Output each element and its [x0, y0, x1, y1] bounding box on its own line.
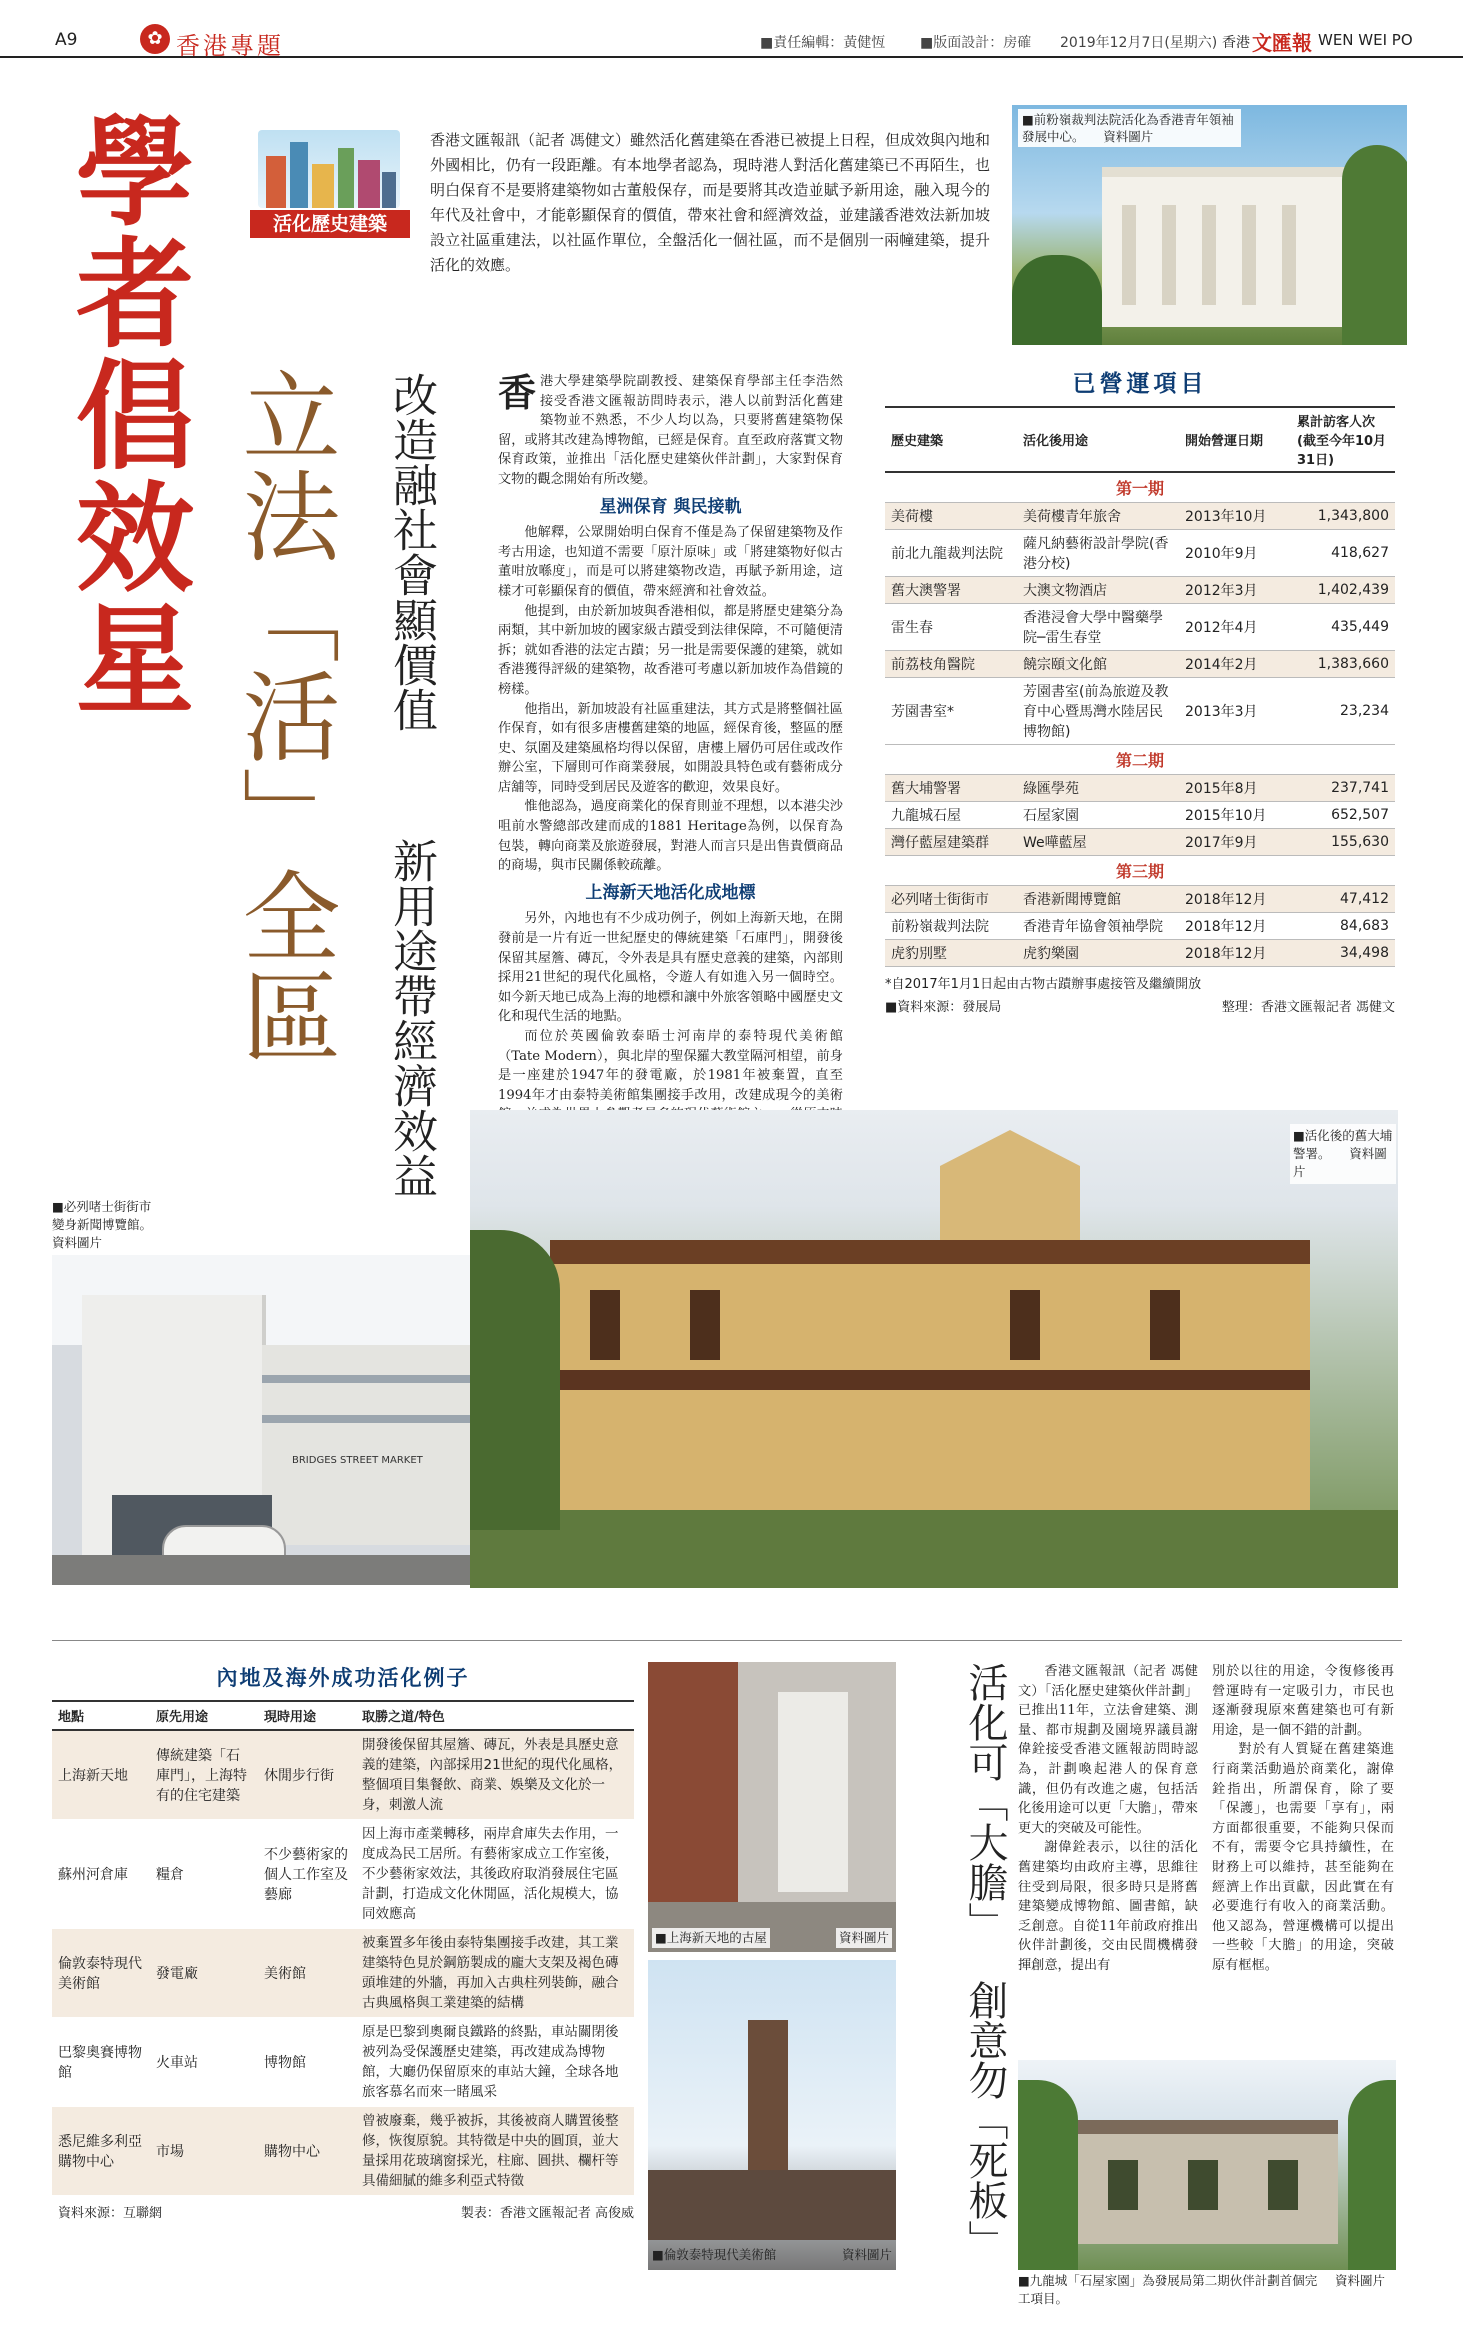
col-start: 開始營運日期: [1179, 407, 1291, 472]
project-visitors: 84,683: [1291, 913, 1395, 940]
magistracy-caption: ■前粉嶺裁判法院活化為香港青年領袖發展中心。 資料圖片: [1018, 109, 1241, 147]
project-row: [885, 802, 1395, 829]
project-visitors: 34,498: [1291, 940, 1395, 967]
deck-line-2: 新用途帶經濟效益: [385, 838, 438, 1198]
article-p3: 他提到，由於新加坡與香港相似，都是將歷史建築分為兩類，其中新加坡的國家級古蹟受到法律保障，不可隨便清拆；就如香港的法定古蹟；另一批是需要保護的建築，就如香港獲得評級的建築物，故香港可考慮以新加坡作為借鏡的榜樣。: [498, 603, 843, 697]
tai-po-photo: [470, 1110, 1398, 1588]
lead-paragraph: 香港文匯報訊（記者 馮健文）雖然活化舊建築在香港已被提上日程，但成效與內地和外國相比，仍有一段距離。有本地學者認為，現時港人對活化舊建築已不再陌生，也明白保育不是要將建築物如古董般保存，而是要將其改造並賦予新用途，融入現今的年代及社會中，才能彰顯保育的價值，帶來社會和經濟效益，並建議香港效法新加坡設立社區重建法，以社區作單位，全盤活化一個社區，而不是個別一兩幢建築，提升活化的效應。: [430, 131, 990, 274]
project-visitors: 1,383,660: [1291, 651, 1395, 678]
side-p2: 謝偉銓表示，以往的活化舊建築均由政府主導，思維往往受到局限，很多時只是將舊建築變成博物館、圖書館，缺乏創意。自從11年前政府推出伙伴計劃後，交由民間機構發揮創意，提出有: [1018, 1840, 1198, 1973]
example-current-use: 休閒步行街: [258, 1730, 356, 1820]
example-row: [52, 1929, 634, 2018]
project-start: 2018年12月: [1179, 886, 1291, 913]
paper-logo: 文匯報: [1252, 31, 1312, 55]
example-feature: 被棄置多年後由泰特集團接手改建，其工業建築特色見於鋼筋製成的龐大支架及褐色磚頭堆建的外牆，再加入古典柱列裝飾，融合古典風格與工業建築的結構: [356, 1929, 634, 2018]
example-original-use: 火車站: [150, 2018, 258, 2107]
project-visitors: 418,627: [1291, 530, 1395, 577]
project-use: 大澳文物酒店: [1017, 577, 1179, 604]
project-use: 薩凡納藝術設計學院(香港分校): [1017, 530, 1179, 577]
project-visitors: 652,507: [1291, 802, 1395, 829]
example-feature: 開發後保留其屋簷、磚瓦，外表是具歷史意義的建築，內部採用21世紀的現代化風格，整個項目集餐飲、商業、娛樂及文化於一身，刺激人流: [356, 1730, 634, 1820]
examples-title: 內地及海外成功活化例子: [216, 1665, 470, 1690]
series-badge: [250, 130, 410, 238]
example-place: 悉尼維多利亞購物中心: [52, 2107, 150, 2196]
issue-date: 2019年12月7日(星期六): [1060, 35, 1218, 51]
phase-row: [885, 472, 1395, 503]
example-row: [52, 2018, 634, 2107]
example-place: 上海新天地: [52, 1730, 150, 1820]
paper-prefix: 香港: [1222, 35, 1250, 51]
example-current-use: 博物館: [258, 2018, 356, 2107]
example-feature: 原是巴黎到奧爾良鐵路的終點，車站關閉後被列為受保護歷史建築，再改建成為博物館，大廳仍保留原來的車站大鐘，全球各地旅客慕名而來一睹風采: [356, 2018, 634, 2107]
project-row: [885, 829, 1395, 856]
project-visitors: 435,449: [1291, 604, 1395, 651]
credit-design: ■版面設計：房確: [920, 35, 1032, 51]
project-building: 舊大埔警署: [885, 775, 1017, 802]
project-building: 虎豹別墅: [885, 940, 1017, 967]
phase-label: 第三期: [885, 856, 1395, 886]
project-start: 2017年9月: [1179, 829, 1291, 856]
project-row: [885, 577, 1395, 604]
example-current-use: 美術館: [258, 1929, 356, 2018]
project-visitors: 1,402,439: [1291, 577, 1395, 604]
project-building: 前粉嶺裁判法院: [885, 913, 1017, 940]
tate-source: 資料圖片: [841, 2247, 892, 2262]
example-original-use: 市場: [150, 2107, 258, 2196]
project-building: 舊大澳警署: [885, 577, 1017, 604]
project-visitors: 1,343,800: [1291, 503, 1395, 530]
project-row: [885, 775, 1395, 802]
example-place: 倫敦泰特現代美術館: [52, 1929, 150, 2018]
example-original-use: 發電廠: [150, 1929, 258, 2018]
example-current-use: 不少藝術家的個人工作室及藝廊: [258, 1820, 356, 1929]
tate-photo: [648, 1960, 896, 2270]
example-feature: 曾被廢棄，幾乎被拆，其後被商人購置後整修，恢復原貌。其特徵是中央的圓頂，並大量採用花玻璃窗採光，柱廊、圓拱、欄杆等具備細膩的維多利亞式特徵: [356, 2107, 634, 2196]
project-visitors: 237,741: [1291, 775, 1395, 802]
examples-source: 資料來源：互聯網: [58, 2206, 163, 2221]
page-number: A9: [55, 30, 78, 50]
project-use: 芳園書室(前為旅遊及教育中心暨馬灣水陸居民博物館): [1017, 678, 1179, 745]
project-visitors: 155,630: [1291, 829, 1395, 856]
projects-table: [885, 406, 1395, 967]
project-row: [885, 886, 1395, 913]
project-row: [885, 678, 1395, 745]
example-current-use: 購物中心: [258, 2107, 356, 2196]
examples-compiler: 製表：香港文匯報記者 高俊威: [460, 2206, 634, 2221]
article-p1-text: 港大學建築學院副教授、建築保育學部主任李浩然接受香港文匯報訪問時表示，港人以前對活化舊建築物並不熟悉，不少人均以為，只要將舊建築物保留，或將其改建為博物館，已經是保育。直至政府落實文物保育政策，並推出「活化歷史建築伙伴計劃」，大家對保育文物的觀念開始有所改變。: [498, 374, 843, 487]
sub-headline: 立法「活」全區: [226, 366, 340, 1066]
project-building: 必列啫士街街市: [885, 886, 1017, 913]
phase-row: [885, 856, 1395, 886]
project-row: [885, 651, 1395, 678]
project-start: 2012年4月: [1179, 604, 1291, 651]
example-place: 巴黎奧賽博物館: [52, 2018, 150, 2107]
project-start: 2013年10月: [1179, 503, 1291, 530]
series-badge-label: 活化歷史建築: [250, 210, 410, 238]
project-building: 九龍城石屋: [885, 802, 1017, 829]
article-subhead-1: 星洲保育 與民接軌: [599, 496, 742, 517]
project-row: [885, 530, 1395, 577]
page-header: [0, 0, 1463, 58]
news-museum-photo: [52, 1255, 470, 1585]
project-use: 香港青年協會領袖學院: [1017, 913, 1179, 940]
project-use: 美荷樓青年旅舍: [1017, 503, 1179, 530]
phase-label: 第一期: [885, 472, 1395, 503]
xintiandi-source: 資料圖片: [836, 1928, 892, 1948]
xintiandi-caption: ■上海新天地的古屋: [652, 1928, 770, 1948]
phase-row: [885, 745, 1395, 775]
project-building: 前荔枝角醫院: [885, 651, 1017, 678]
tate-caption: ■倫敦泰特現代美術館: [652, 2247, 777, 2262]
project-row: [885, 940, 1395, 967]
side-col-1: [1018, 1662, 1198, 1976]
project-start: 2012年3月: [1179, 577, 1291, 604]
side-p1: 香港文匯報訊（記者 馮健文）「活化歷史建築伙伴計劃」已推出11年，立法會建築、測量、都市規劃及園境界議員謝偉銓接受香港文匯報訪問時認為，計劃喚起港人的保育意識，但仍有改進之處，包括活化後用途可以更「大膽」，帶來更大的突破及可能性。: [1018, 1664, 1198, 1836]
examples-box: [52, 1662, 634, 2224]
news-museum-caption: ■必列啫士街街市變身新聞博覽館。 資料圖片: [52, 1199, 159, 1250]
project-building: 芳園書室*: [885, 678, 1017, 745]
project-building: 前北九龍裁判法院: [885, 530, 1017, 577]
paper-english-name: WEN WEI PO: [1318, 31, 1413, 49]
example-original-use: 傳統建築「石庫門」，上海特有的住宅建築: [150, 1730, 258, 1820]
article-body: [498, 372, 843, 1164]
credit-editor: ■責任編輯：黃健恆: [760, 35, 886, 51]
section-title: 香港專題: [176, 32, 284, 60]
side-headline-b: 創意勿「死板」: [962, 1980, 1008, 2260]
side-p4: 對於有人質疑在舊建築進行商業活動過於商業化，謝偉銓指出，所謂保育，除了要「保護」，也需要「享有」，兩方面都很重要，不能夠只保而不有，需要令它具持續性，在財務上可以維持，甚至能夠在經濟上作出貢獻，因此實在有必要進行有收入的商業活動。他又認為，營運機構可以提出一些較「大膽」的用途，突破原有框框。: [1212, 1742, 1394, 1973]
example-row: [52, 2107, 634, 2196]
article-p7: 而位於英國倫敦泰晤士河南岸的泰特現代美術館（Tate Modern），與北岸的聖保羅大教堂隔河相望，前身是一座建於1947年的發電廠，於1981年被棄置，直至1994年才由泰特美術館集團接手改用，改建成現今的美術: [498, 1029, 843, 1103]
example-row: [52, 1820, 634, 1929]
project-building: 雷生春: [885, 604, 1017, 651]
ex-col-feature: 取勝之道/特色: [356, 1701, 634, 1730]
projects-compiler: 整理：香港文匯報記者 馮健文: [1221, 1000, 1395, 1015]
project-use: 香港浸會大學中醫藥學院─雷生春堂: [1017, 604, 1179, 651]
project-building: 灣仔藍屋建築群: [885, 829, 1017, 856]
project-building: 美荷樓: [885, 503, 1017, 530]
article-p5: 惟他認為，過度商業化的保育則並不理想，以本港尖沙咀前水警總部改建而成的1881 Heritage為例，以保育為包裝，轉向商業及旅遊發展，對港人而言只是出售貴價商品的商場，與市民關係較疏離。: [498, 799, 843, 874]
project-start: 2013年3月: [1179, 678, 1291, 745]
project-row: [885, 503, 1395, 530]
article-subhead-2: 上海新天地活化成地標: [585, 882, 756, 903]
projects-title: 已營運項目: [1072, 370, 1208, 397]
shek-lo-photo: [1018, 2060, 1396, 2270]
project-visitors: 47,412: [1291, 886, 1395, 913]
section-divider: [52, 1640, 1402, 1641]
article-p4: 他指出，新加坡設有社區重建法，其方式是將整個社區作保育，如有很多唐樓舊建築的地區，經保育後，整區的歷史、氛圍及建築風格均得以保留，唐樓上層仍可居住或改作辦公室，下層則可作商業發展，如開設具特色或有藝術成分店舖等，同時受到居民及遊客的歡迎，效果良好。: [498, 701, 843, 795]
side-col-2: [1212, 1662, 1394, 1976]
project-row: [885, 913, 1395, 940]
project-start: 2018年12月: [1179, 913, 1291, 940]
examples-table: [52, 1700, 634, 2196]
magistracy-photo: [1012, 105, 1407, 345]
xintiandi-photo: [648, 1662, 896, 1952]
project-row: [885, 604, 1395, 651]
example-original-use: 糧倉: [150, 1820, 258, 1929]
shek-lo-source: 資料圖片: [1335, 2273, 1386, 2288]
article-p1: [498, 372, 843, 490]
projects-box: [885, 365, 1395, 1016]
shek-lo-caption: ■九龍城「石屋家園」為發展局第二期伙伴計劃首個完工項目。: [1018, 2273, 1318, 2306]
deck-line-1: 改造融社會顯價值: [385, 372, 438, 732]
example-place: 蘇州河倉庫: [52, 1820, 150, 1929]
example-feature: 因上海市產業轉移，兩岸倉庫失去作用，一度成為民工居所。有藝術家成立工作室後，不少藝術家效法，其後政府取消發展住宅區計劃，打造成文化休閒區，活化規模大，協同效應高: [356, 1820, 634, 1929]
col-visitors: 累計訪客人次(截至今年10月31日): [1291, 407, 1395, 472]
project-use: We嘩藍屋: [1017, 829, 1179, 856]
article-p6: 另外，內地也有不少成功例子，例如上海新天地，在開發前是一片有近一世紀歷史的傳統建築「石庫門」，開發後保留其屋簷、磚瓦，令外表是具有歷史意義的建築，內部則採用21世紀的現代化風格，令遊人有如進入另一個時空。如今新天地已成為上海的地標和讓中外旅客領略中國歷史文化和現代生活的地點。: [498, 911, 843, 1025]
side-headline-a: 活化可「大膽」: [962, 1662, 1008, 1942]
project-use: 饒宗頤文化館: [1017, 651, 1179, 678]
project-start: 2015年8月: [1179, 775, 1291, 802]
project-use: 虎豹樂園: [1017, 940, 1179, 967]
ex-col-place: 地點: [52, 1701, 150, 1730]
side-p3: 別於以往的用途，令復修後再營運時有一定吸引力，市民也逐漸發現原來舊建築也可有新用途，是一個不錯的計劃。: [1212, 1664, 1394, 1738]
tai-po-caption: ■活化後的舊大埔警署。 資料圖片: [1290, 1124, 1396, 1184]
project-use: 香港新聞博覽館: [1017, 886, 1179, 913]
article-p2: 他解釋，公眾開始明白保育不僅是為了保留建築物及作考古用途，也知道不需要「原汁原味」或「將建築物好似古董咁放喺度」，而是可以將建築物改造，再賦予新用途，這樣才可彰顯保育的價值，帶來經濟和社會效益。: [498, 525, 843, 599]
main-headline: 學者倡效星: [56, 110, 195, 720]
project-start: 2014年2月: [1179, 651, 1291, 678]
project-visitors: 23,234: [1291, 678, 1395, 745]
project-start: 2015年10月: [1179, 802, 1291, 829]
col-use: 活化後用途: [1017, 407, 1179, 472]
skyline-illustration: [258, 130, 400, 208]
project-start: 2018年12月: [1179, 940, 1291, 967]
ex-col-now: 現時用途: [258, 1701, 356, 1730]
phase-label: 第二期: [885, 745, 1395, 775]
news-museum-sign: BRIDGES STREET MARKET: [292, 1455, 423, 1466]
ex-col-orig: 原先用途: [150, 1701, 258, 1730]
projects-source: ■資料來源：發展局: [885, 1000, 1002, 1015]
project-start: 2010年9月: [1179, 530, 1291, 577]
projects-footnote: *自2017年1月1日起由古物古蹟辦事處接管及繼續開放: [885, 977, 1202, 992]
col-building: 歷史建築: [885, 407, 1017, 472]
dropcap: 香: [498, 370, 537, 415]
hong-kong-emblem-icon: ✿: [140, 24, 170, 54]
example-row: [52, 1730, 634, 1820]
project-use: 綠匯學苑: [1017, 775, 1179, 802]
project-use: 石屋家園: [1017, 802, 1179, 829]
